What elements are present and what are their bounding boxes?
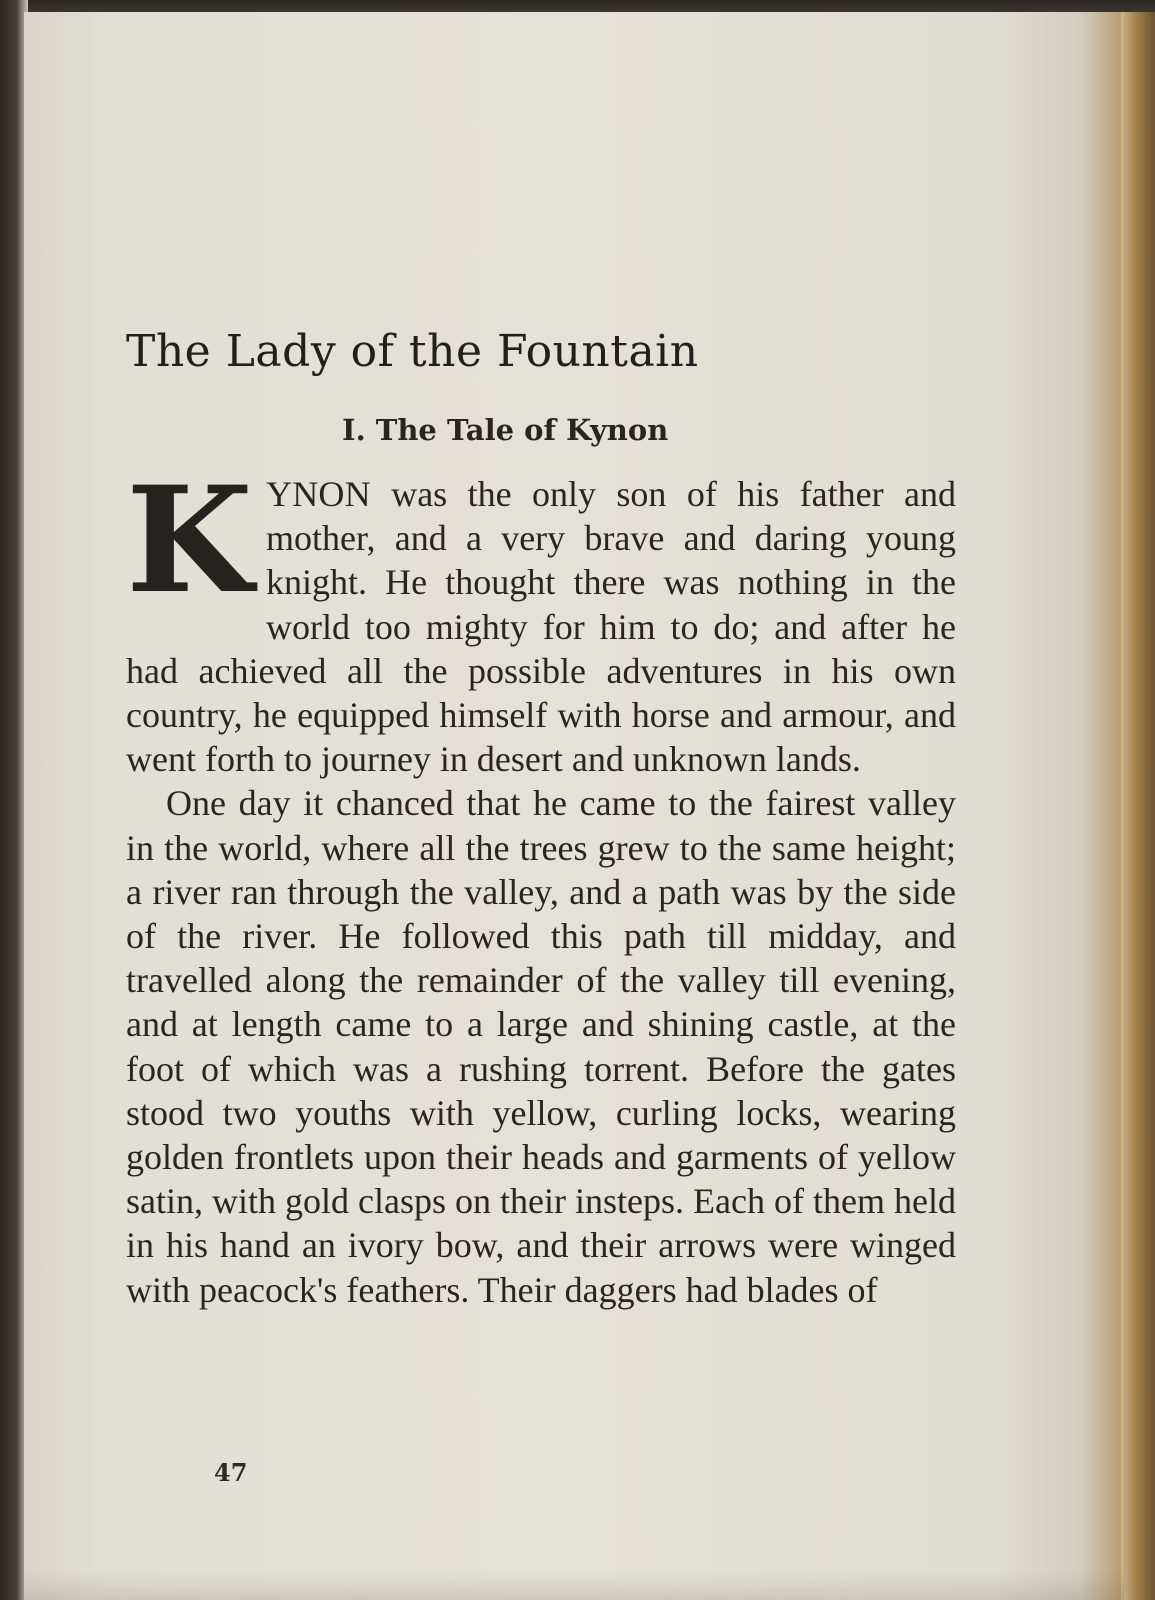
page-bottom-shadow: [24, 1570, 1124, 1600]
paragraph-1-text: was the only son of his father and mother, and a very brave and daring young knight. He thought there was nothing in the world too mighty for him to do; and after he had achieved all the possible adventures in his own country, he equipped himself with horse and armour, and went forth to journey in desert and unknown lands.: [126, 474, 956, 780]
first-word-rest: YNON: [266, 474, 371, 514]
page-content: [126, 320, 956, 1312]
paragraph-2: One day it chanced that he came to the fairest valley in the world, where all the trees grew to the same height; a river ran through the valley, and a path was by the side of the river. He followed this path till midday, and travelled along the remainder of the valley till evening, and at length came to a large and shining castle, at the foot of which was a rushing torrent. Before the gates stood two youths with yellow, curling locks, wearing golden frontlets upon their heads and garments of yellow satin, with gold clasps on their insteps. Each of them held in his hand an ivory bow, and their arrows were winged with peacock's feathers. Their daggers had blades of: [126, 783, 956, 1310]
section-title: I. The Tale of Kynon: [342, 413, 669, 447]
page-number: 47: [214, 1458, 248, 1487]
page-fore-edge: [1121, 12, 1155, 1600]
paragraph-1: [126, 455, 956, 781]
drop-cap-letter: K: [126, 455, 253, 626]
chapter-title: The Lady of the Fountain: [126, 326, 699, 377]
